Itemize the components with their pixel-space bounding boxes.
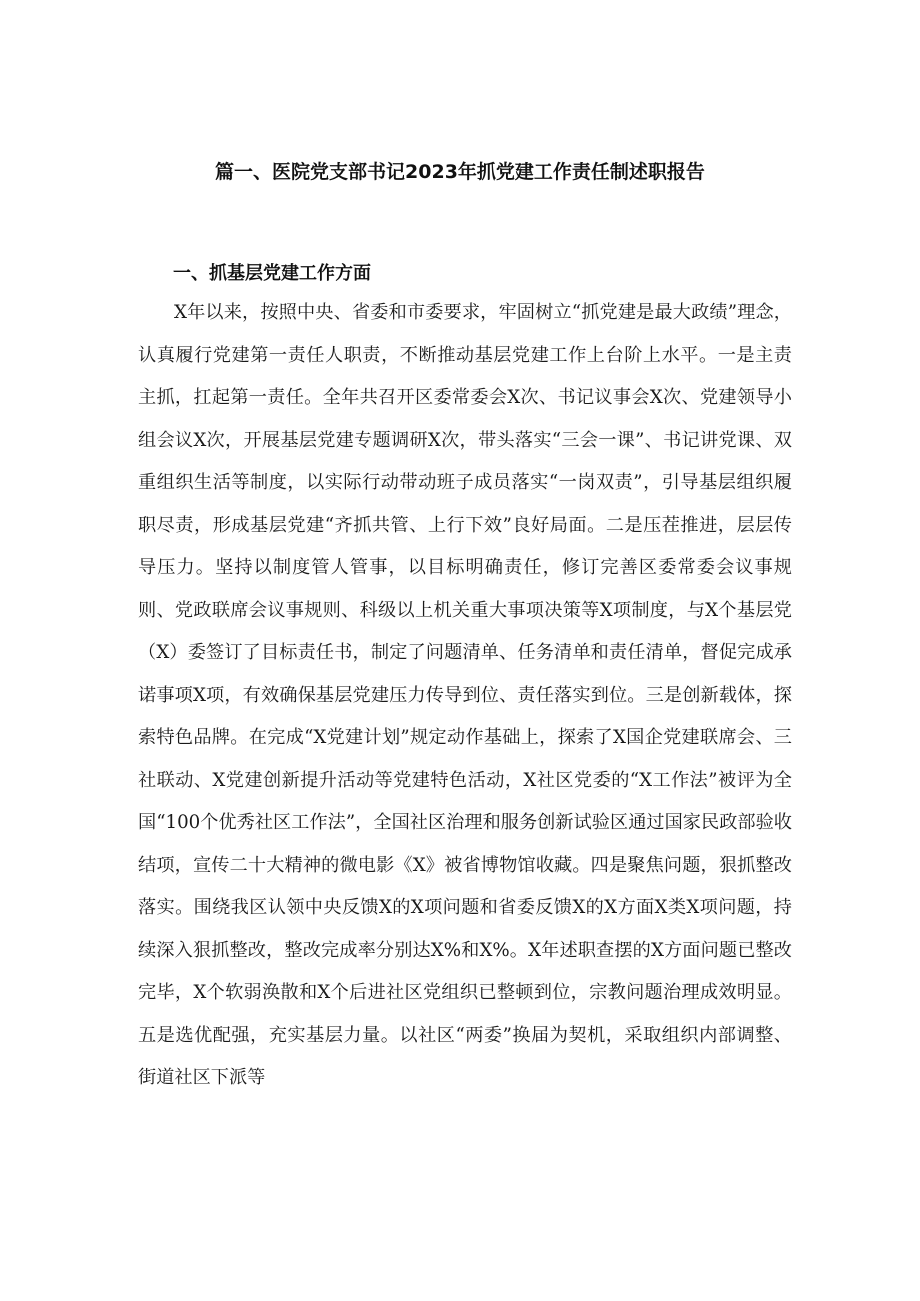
section-heading: 一、抓基层党建工作方面: [173, 263, 371, 284]
document-title: 篇一、医院党支部书记2023年抓党建工作责任制述职报告: [215, 161, 705, 183]
body-paragraph: X年以来，按照中央、省委和市委要求，牢固树立“抓党建是最大政绩”理念，认真履行党建第一责任人职责，不断推动基层党建工作上台阶上水平。一是主责主抓，扛起第一责任。全年共召开区委常委会X次、书记议事会X次、党建领导小组会议X次，开展基层党建专题调研X次，带头落实“三会一课”、书记讲党课、双重组织生活等制度，以实际行动带动班子成员落实“一岗双责”，引导基层组织履职尽责，形成基层党建“齐抓共管、上行下效”良好局面。二是压茬推进，层层传导压力。坚持以制度管人管事，以目标明确责任，修订完善区委常委会议事规则、党政联席会议事规则、科级以上机关重大事项决策等X项制度，与X个基层党（X）委签订了目标责任书，制定了问题清单、任务清单和责任清单，督促完成承诺事项X项，有效确保基层党建压力传导到位、责任落实到位。三是创新载体，探索特色品牌。在完成“X党建计划”规定动作基础上，探索了X国企党建联席会、三社联动、X党建创新提升活动等党建特色活动，X社区党委的“X工作法”被评为全国“100个优秀社区工作法”，全国社区治理和服务创新试验区通过国家民政部验收结项，宣传二十大精神的微电影《X》被省博物馆收藏。四是聚焦问题，狠抓整改落实。围绕我区认领中央反馈X的X项问题和省委反馈X的X方面X类X项问题，持续深入狠抓整改，整改完成率分别达X%和X%。X年述职查摆的X方面问题已整改完毕，X个软弱涣散和X个后进社区党组织已整顿到位，宗教问题治理成效明显。五是选优配强，充实基层力量。以社区“两委”换届为契机，采取组织内部调整、街道社区下派等: [138, 302, 792, 1088]
